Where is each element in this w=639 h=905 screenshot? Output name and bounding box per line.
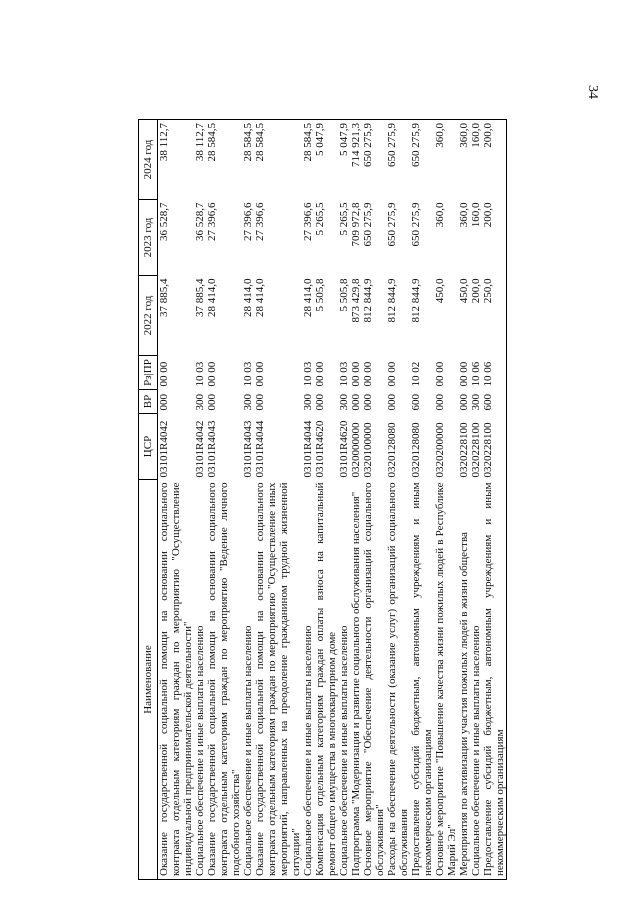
header-rz: Рз [142,375,154,386]
row-name: Социальное обеспечение и иные выплаты населению [242,480,254,880]
row-2024: 160,0 [470,120,482,200]
row-2024: 650 275,9 [362,120,386,200]
row-2023: 5 265,5 [338,202,350,236]
table-row [458,120,470,880]
row-csr: 03101R4620 [314,420,326,478]
row-rz-pr: 00 00 [458,361,470,387]
row-2023: 27 396,6 [242,202,254,241]
row-2022: 28 414,0 [206,278,218,317]
table-row [206,120,242,880]
row-name: Предоставление субсидий бюджетным, автономным учреждениям и иным некоммерческим организациям [410,480,434,880]
table-row [470,120,482,880]
row-rz-pr: 00 00 [350,361,362,387]
table-row [434,120,458,880]
row-2024: 28 584,5 [242,120,254,200]
row-2024: 5 047,9 [338,120,350,200]
row-csr: 03101R4044 [254,420,266,478]
table-row [254,120,302,880]
row-csr: 0320100000 [362,422,374,478]
row-name: Социальное обеспечение и иные выплаты населению [470,480,482,880]
row-csr: 03101R4042 [158,420,170,478]
row-name: Оказание государственной социальной помощи на основании социального контракта отдельным категориям граждан по мероприятию "Осуществление иных мероприятий, направленных на преодоление гражданином трудной жизненной ситуации" [254,480,302,880]
row-2022: 812 844,9 [410,278,422,323]
table-row [338,120,350,880]
row-2024: 38 112,7 [194,120,206,200]
row-csr: 0320200000 [434,422,446,478]
row-rz-pr: 00 00 [206,361,218,387]
row-2023: 27 396,6 [206,202,218,241]
row-2022: 37 885,4 [158,278,170,317]
row-2024: 5 047,9 [314,120,338,200]
row-csr: 0320128080 [386,422,398,478]
row-name: Оказание государственной социальной помощи на основании социального контракта отдельным категориям граждан по мероприятию "Ведение личного подсобного хозяйства" [206,480,242,880]
row-2023: 5 265,5 [314,202,326,236]
row-vr: 300 [470,394,482,411]
rotated-page-content [138,120,553,880]
row-rz-pr: 10 03 [302,361,314,387]
row-rz-pr: 10 06 [482,356,507,390]
row-csr: 0320228100 [470,422,482,478]
row-rz-pr: 00 00 [362,361,374,387]
row-rz-pr: 00 00 [254,361,266,387]
header-2024: 2024 год [139,120,158,200]
row-vr: 600 [410,394,422,411]
row-name: Мероприятия по активизации участия пожилых людей в жизни общества [458,480,470,880]
row-csr: 03101R4620 [338,420,350,478]
row-rz-pr: 10 03 [194,361,206,387]
row-2024: 360,0 [434,120,458,200]
row-name: Основное мероприятие "Обеспечение деятельности организаций социального обслуживания" [362,480,386,880]
row-2022: 450,0 [458,278,470,304]
row-2023: 709 972,8 [350,202,362,247]
row-vr: 600 [482,390,507,414]
row-vr: 300 [194,394,206,411]
row-vr: 300 [242,394,254,411]
row-2024: 360,0 [458,120,470,200]
row-name: Предоставление субсидий бюджетным, автономным учреждениям и иным некоммерческим организациям [482,480,507,880]
row-2022: 812 844,9 [362,278,374,323]
row-vr: 000 [458,394,470,411]
budget-table [138,119,507,880]
row-vr: 000 [386,394,398,411]
table-row [158,120,195,880]
row-name: Социальное обеспечение и иные выплаты населению [338,480,350,880]
row-csr: 0320128080 [410,422,422,478]
row-vr: 300 [338,394,350,411]
row-name: Компенсация отдельным категориям граждан оплаты взноса на капитальный ремонт общего имущества в многоквартирном доме [314,480,338,880]
row-vr: 000 [158,394,170,411]
row-rz-pr: 00 00 [158,361,170,387]
row-name: Социальное обеспечение и иные выплаты населению [194,480,206,880]
row-vr: 000 [350,394,362,411]
row-vr: 300 [302,394,314,411]
row-2022: 28 414,0 [242,278,254,317]
row-name: Подпрограмма "Модернизация и развитие социального обслуживания населения" [350,480,362,880]
row-2022: 200,0 [470,278,482,304]
row-rz-pr: 10 02 [410,361,422,387]
row-2023: 36 528,7 [194,202,206,241]
row-rz-pr: 00 00 [314,361,326,387]
header-name: Наименование [139,480,158,880]
row-csr: 03101R4043 [206,420,218,478]
row-rz-pr: 10 03 [242,361,254,387]
row-2023: 650 275,9 [410,202,422,247]
row-2024: 28 584,5 [302,120,314,200]
row-2023: 360,0 [434,202,446,228]
row-csr: 03101R4044 [302,420,314,478]
header-2023: 2023 год [139,200,158,276]
header-2022: 2022 год [139,276,158,356]
row-2022: 450,0 [434,278,446,304]
header-row [139,120,158,880]
row-name: Социальное обеспечение и иные выплаты населению [302,480,314,880]
row-2022: 873 429,8 [350,278,362,323]
row-2022: 37 885,4 [194,278,206,317]
row-csr: 0320228100 [458,422,470,478]
table-row [362,120,386,880]
table-row [350,120,362,880]
header-vr: ВР [139,390,158,414]
table-row [314,120,338,880]
table-row [482,120,507,880]
row-2023: 27 396,6 [302,202,314,241]
table-row [194,120,206,880]
row-2024: 28 584,5 [206,120,242,200]
row-2022: 28 414,0 [254,278,266,317]
row-vr: 000 [254,394,266,411]
table-row [242,120,254,880]
row-2023: 650 275,9 [386,202,398,247]
row-rz-pr: 10 03 [338,361,350,387]
header-csr: ЦСР [139,414,158,480]
row-csr: 0320000000 [350,422,362,478]
row-rz-pr: 00 00 [386,361,398,387]
row-name: Расходы на обеспечение деятельности (оказание услуг) организаций социального обслуживания [386,480,410,880]
row-2022: 5 505,8 [314,278,326,312]
table-row [410,120,434,880]
row-2023: 200,0 [482,200,507,276]
header-rz-pr: Рз|ПР [139,356,158,390]
row-2023: 36 528,7 [158,202,170,241]
row-2023: 27 396,6 [254,202,266,241]
table-row [386,120,410,880]
row-2022: 5 505,8 [338,278,350,312]
row-2024: 28 584,5 [254,120,302,200]
page-number: 34 [585,85,600,99]
row-2024: 38 112,7 [158,120,195,200]
row-name: Основное мероприятие "Повышение качества жизни пожилых людей в Республике Марий Эл" [434,480,458,880]
row-2024: 200,0 [482,120,507,200]
row-vr: 000 [434,394,446,411]
row-2024: 714 921,3 [350,120,362,200]
row-2022: 250,0 [482,276,507,356]
header-pr: ПР [142,359,154,374]
row-csr: 03101R4043 [242,420,254,478]
row-2024: 650 275,9 [410,120,434,200]
table-body [158,120,507,880]
table-row [302,120,314,880]
row-2022: 812 844,9 [386,278,398,323]
row-csr: 0320228100 [482,414,507,480]
row-2024: 650 275,9 [386,120,410,200]
row-rz-pr: 00 00 [434,361,446,387]
row-2023: 650 275,9 [362,202,374,247]
row-2023: 360,0 [458,202,470,228]
row-vr: 000 [314,394,326,411]
row-rz-pr: 10 06 [470,361,482,387]
row-vr: 000 [362,394,374,411]
row-2023: 160,0 [470,202,482,228]
row-csr: 03101R4042 [194,420,206,478]
row-vr: 000 [206,394,218,411]
row-name: Оказание государственной социальной помощи на основании социального контракта отдельным категориям граждан по мероприятию "Осуществление индивидуальной предпринимательской деятельности" [158,480,195,880]
row-2022: 28 414,0 [302,278,314,317]
